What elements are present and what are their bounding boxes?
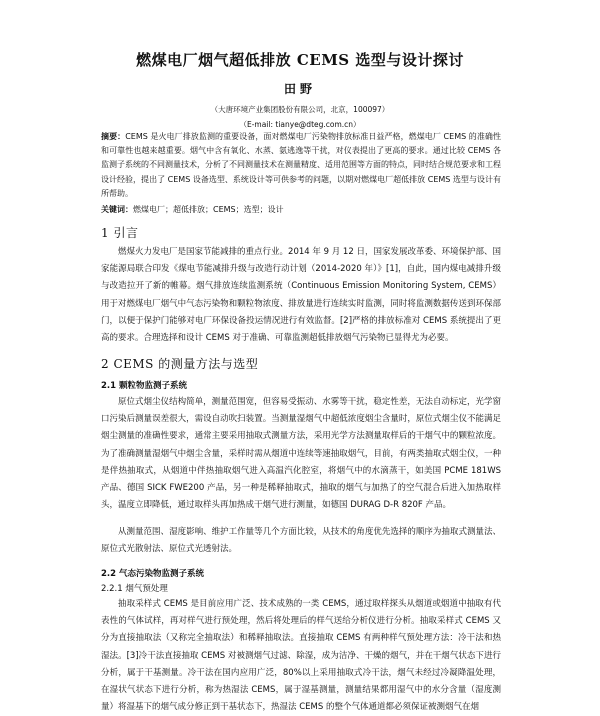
keywords-label: 关键词：	[101, 205, 133, 214]
section-2-1-paragraph-2: 从测量范围、湿度影响、维护工作量等几个方面比较，从技术的角度优先选择的顺序为抽取式测量法、原位式光散射法、原位式光透射法。	[101, 527, 501, 555]
keywords	[101, 203, 501, 217]
paper-title: 燃煤电厂烟气超低排放 CEMS 选型与设计探讨	[136, 51, 464, 69]
section-2-2-1-heading: 2.2.1 烟气预处理	[101, 584, 168, 594]
section-2-1-paragraph-1: 原位式烟尘仪结构简单，测量范围宽，但容易受振动、水雾等干扰，稳定性差，无法自动标定，光学窗口污染后测量误差很大，需设自动吹扫装置。当测量湿烟气中超低浓度烟尘含量时，原位式烟尘仪不能满足烟尘测量的准确性要求，通常主要采用抽取式测量方法，采用光学方法测量取样后的干烟气中的颗粒浓度。为了准确测量湿烟气中烟尘含量，采样时需从烟道中连续等速抽取烟气，目前，有两类抽取式烟尘仪，一种是伴热抽取式，从烟道中伴热抽取烟气进入高温汽化腔室，将烟气中的水滴蒸干，如美国 PCME 181WS 产品、德国 SICK FWE200 产品，另一种是稀释抽取式，抽取的烟气与加热了的空气混合后进入加热取样头，温度立即降低，通过取样头再加热成干烟气进行测量，如德国 DURAG D-R 820F 产品。	[101, 397, 501, 511]
abstract	[101, 130, 501, 201]
keywords-text: 燃煤电厂；超低排放；CEMS；选型；设计	[133, 205, 284, 214]
author-affiliation: （大唐环境产业集团股份有限公司，北京，100097）	[210, 105, 390, 114]
section-2-1-heading: 2.1 颗粒物监测子系统	[101, 381, 188, 391]
author-email: （E-mail: tianye@dteg.com.cn）	[239, 120, 361, 129]
abstract-label: 摘要：	[101, 132, 126, 141]
section-2-2-1-paragraph: 抽取采样式 CEMS 是目前应用广泛、技术成熟的一类 CEMS，通过取样探头从烟道或烟道中抽取有代表性的气体试样，再对样气进行预处理，然后将处理后的样气送给分析仪进行分析。抽取采样式 CEMS 又分为直接抽取法（又称完全抽取法）和稀释抽取法。直接抽取 CEMS 有两种样气预处理方法：冷干法和热湿法。[3]冷干法直接抽取 CEMS 对被测烟气过滤、除湿，成为洁净、干燥的烟气，并在干烟气状态下进行分析，属于干基测量。冷干法在国内应用广泛，80%以上采用抽取式冷干法，烟气未经过冷凝降温处理，在湿状气状态下进行分析，称为热湿法 CEMS，属于湿基测量，测量结果都用湿气中的水分含量（湿度测量）将湿基下的烟气成分修正到干基状态下，热湿法 CEMS 的整个气体通道都必须保证被测烟气在烟	[101, 599, 501, 713]
section-2-heading: 2 CEMS 的测量方法与选型	[101, 357, 259, 371]
author-name: 田野	[283, 82, 316, 96]
section-2-2-heading: 2.2 气态污染物监测子系统	[101, 569, 205, 579]
section-1-paragraph: 燃煤火力发电厂是国家节能减排的重点行业。2014 年 9 月 12 日，国家发展改革委、环境保护部、国家能源局联合印发《煤电节能减排升级与改造行动计划（2014-2020 年）》[1]，自此，国内煤电减排升级与改造拉开了新的帷幕。烟气排放连续监测系统（Continuous Emission Monitoring System, CEMS）用于对燃煤电厂烟气中气态污染物和颗粒物浓度、排放量进行连续实时监测，同时将监测数据传送到环保部门，以便于保护门能够对电厂环保设备投运情况进行有效监督。[2]严格的排放标准对 CEMS 系统提出了更高的要求。合理选择和设计 CEMS 对于准确、可靠监测超低排放烟气污染物已显得尤为必要。	[101, 247, 501, 344]
abstract-text: CEMS 是火电厂排放监测的重要设备，面对燃煤电厂污染物排放标准日益严格，燃煤电厂 CEMS 的准确性和可靠性也越来越重要。烟气中含有氧化、水蒸、氨逃逸等干扰，对仪表提出了更高的要求。通过比较 CEMS 各监测子系统的不同测量技术，分析了不同测量技术在测量精度、适用范围等方面的特点，同时结合规范要求和工程设计经验，提出了 CEMS 设备选型、系统设计等可供参考的问题，以期对燃煤电厂超低排放 CEMS 选型与设计有所帮助。	[101, 132, 502, 198]
section-1-heading: 1 引言	[101, 226, 139, 240]
